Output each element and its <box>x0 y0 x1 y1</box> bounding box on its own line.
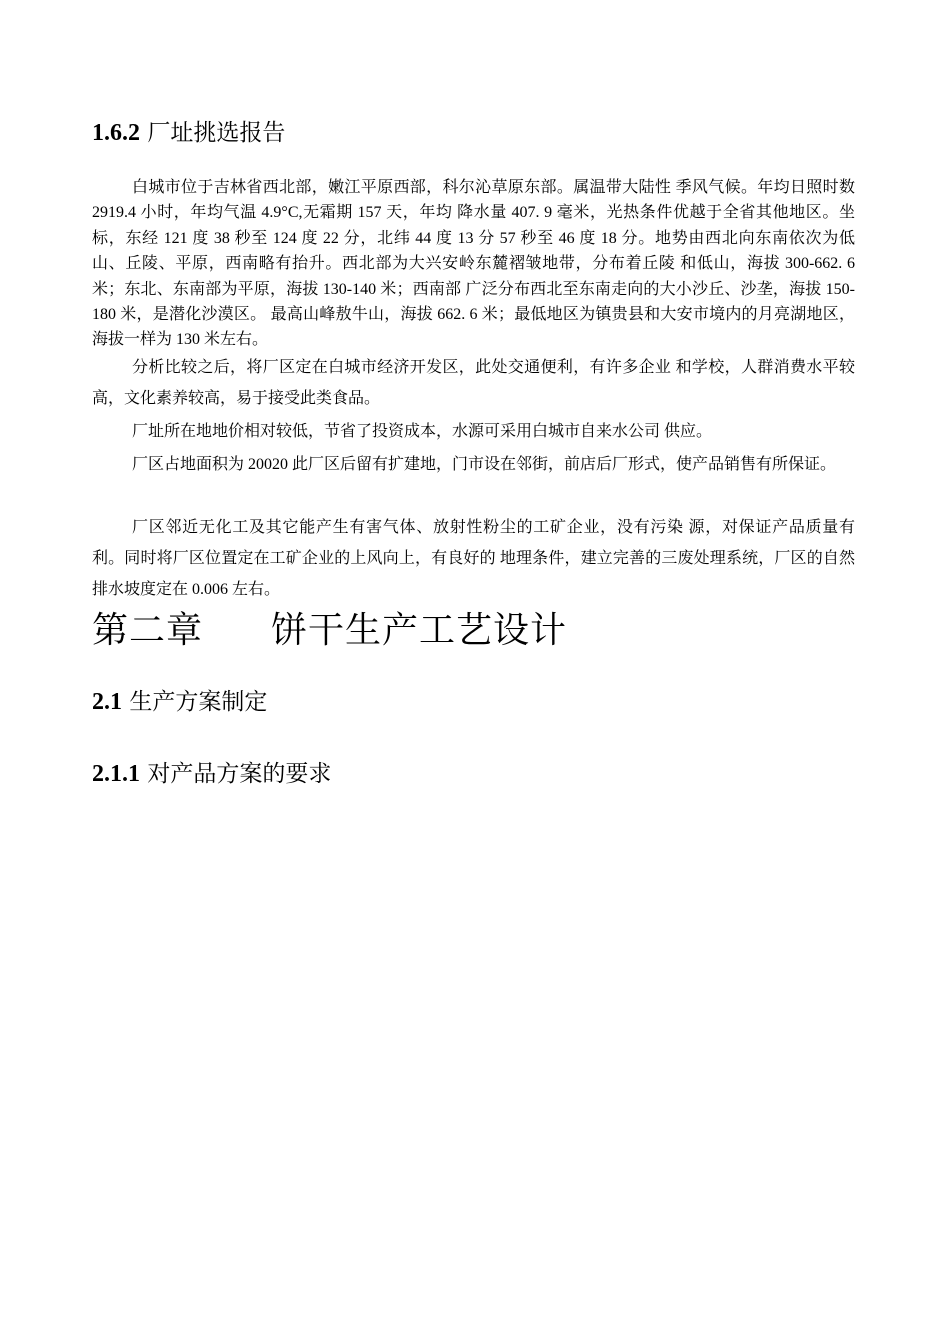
paragraph-location: 白城市位于吉林省西北部，嫩江平原西部，科尔沁草原东部。属温带大陆性 季风气候。年均日照时数 2919.4 小时，年均气温 4.9°C,无霜期 157 天，年均 降水量 407. 9 毫米，光热条件优越于全省其他地区。坐标，东经 121 度 38 秒至 124 度 22 分，北纬 44 度 13 分 57 秒至 46 度 18 分。地势由西北向东南依次为低 山、丘陵、平原，西南略有抬升。西北部为大兴安岭东麓褶皱地带，分布着丘陵 和低山，海拔 300-662. 6 米；东北、东南部为平原，海拔 130-140 米；西南部 广泛分布西北至东南走向的大小沙丘、沙垄，海拔 150-180 米，是潜化沙漠区。 最高山峰敖牛山，海拔 662. 6 米；最低地区为镇贵县和大安市境内的月亮湖地区， 海拔一样为 130 米左右。 <box>92 179 855 349</box>
section-heading-2-1-1 <box>92 759 331 789</box>
section-number: 2.1 <box>92 689 122 715</box>
chapter-title: 饼干生产工艺设计 <box>271 610 568 651</box>
chapter-heading-2 <box>92 609 567 653</box>
paragraph-land-cost: 厂址所在地地价相对较低，节省了投资成本，水源可采用白城市自来水公司 供应。 <box>132 423 713 440</box>
paragraph-area: 厂区占地面积为 20020 此厂区后留有扩建地，门市设在邻街，前店后厂形式，使产品销售有所保证。 <box>132 456 837 473</box>
paragraph-environment: 厂区邻近无化工及其它能产生有害气体、放射性粉尘的工矿企业，没有污染 源，对保证产品质量有利。同时将厂区位置定在工矿企业的上风向上，有良好的 地理条件，建立完善的三废处理系统，厂区的自然排水坡度定在 0.006 左右。 <box>92 519 855 598</box>
section-heading-2-1 <box>92 687 267 717</box>
chapter-label: 第二章 <box>92 610 204 651</box>
paragraph-analysis: 分析比较之后，将厂区定在白城市经济开发区，此处交通便利，有许多企业 和学校，人群消费水平较高，文化素养较高，易于接受此类食品。 <box>92 359 855 407</box>
section-number: 2.1.1 <box>92 761 140 787</box>
section-number: 1.6.2 <box>92 120 140 146</box>
section-title: 生产方案制定 <box>129 689 268 715</box>
section-heading-1-6-2 <box>92 118 285 148</box>
section-title: 对产品方案的要求 <box>147 761 332 787</box>
section-title: 厂址挑选报告 <box>147 120 286 146</box>
